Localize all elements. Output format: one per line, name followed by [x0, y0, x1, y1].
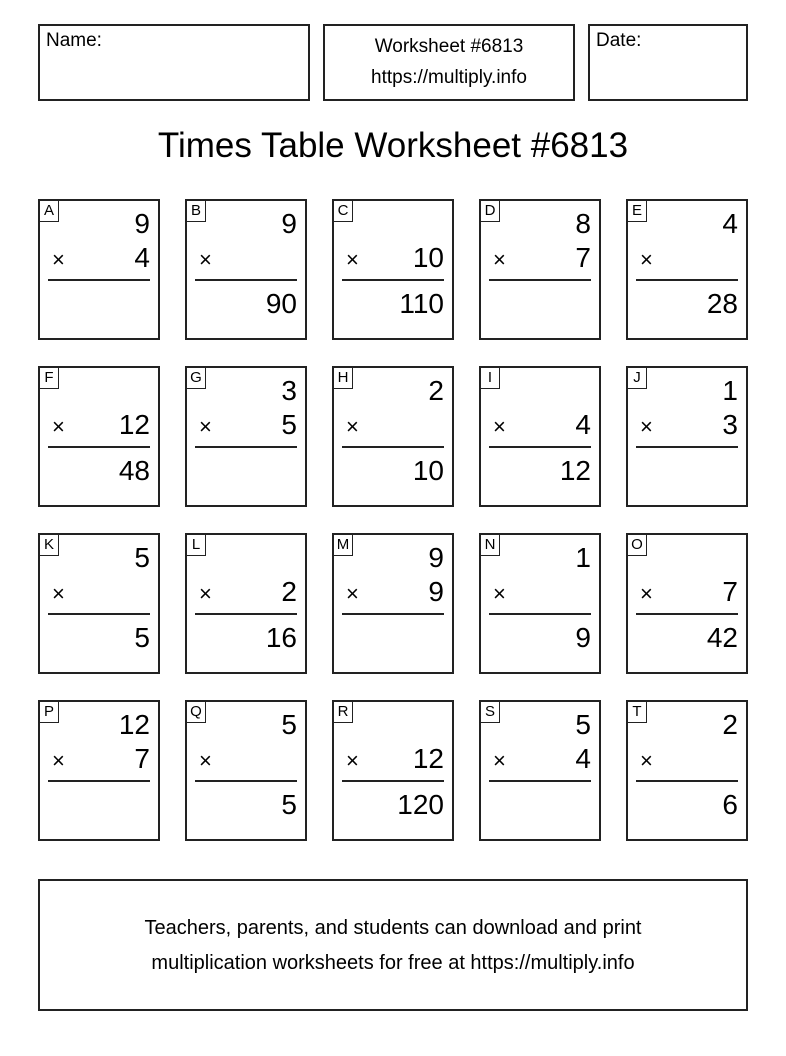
bottom-number: 10 [412, 242, 444, 273]
date-field[interactable] [588, 24, 748, 101]
times-symbol: × [52, 247, 65, 272]
top-number: 9 [428, 542, 444, 573]
answer[interactable]: 48 [118, 455, 150, 486]
times-symbol: × [346, 748, 359, 773]
top-number: 2 [722, 709, 738, 740]
times-symbol: × [640, 581, 653, 606]
bottom-number: 2 [281, 576, 297, 607]
top-number: 9 [134, 208, 150, 239]
times-symbol: × [493, 247, 506, 272]
answer[interactable]: 90 [265, 288, 297, 319]
answer-line [48, 446, 150, 448]
top-number: 3 [281, 375, 297, 406]
top-number: 1 [575, 542, 591, 573]
answer-line [489, 613, 591, 615]
answer[interactable]: 28 [706, 288, 738, 319]
problem-box[interactable] [479, 199, 601, 340]
worksheet-number: Worksheet #6813 [374, 36, 524, 57]
footer-line-1: Teachers, parents, and students can download and print [144, 917, 642, 939]
answer[interactable]: 42 [706, 622, 738, 653]
answer-line [195, 279, 297, 281]
bottom-number: 7 [134, 743, 150, 774]
problem-box[interactable] [38, 366, 160, 507]
footer-box [38, 879, 748, 1011]
bottom-number: 5 [281, 409, 297, 440]
answer-line [342, 279, 444, 281]
problem-letter: T [628, 702, 647, 723]
problem-box[interactable] [332, 700, 454, 841]
problem-box[interactable] [332, 533, 454, 674]
problem-box[interactable] [332, 366, 454, 507]
bottom-number: 4 [134, 242, 150, 273]
problem-box[interactable] [626, 533, 748, 674]
answer-line [195, 780, 297, 782]
problem-letter: K [40, 535, 59, 556]
times-symbol: × [199, 748, 212, 773]
answer-line [636, 780, 738, 782]
times-symbol: × [640, 748, 653, 773]
answer[interactable]: 5 [134, 622, 150, 653]
problem-box[interactable] [332, 199, 454, 340]
times-symbol: × [346, 581, 359, 606]
answer[interactable]: 110 [399, 288, 444, 319]
times-symbol: × [52, 581, 65, 606]
worksheet-url: https://multiply.info [371, 67, 527, 88]
times-symbol: × [493, 414, 506, 439]
times-symbol: × [52, 748, 65, 773]
problem-letter: A [40, 201, 59, 222]
times-symbol: × [199, 414, 212, 439]
bottom-number: 3 [722, 409, 738, 440]
problem-box[interactable] [185, 366, 307, 507]
problem-box[interactable] [185, 199, 307, 340]
times-symbol: × [493, 581, 506, 606]
top-number: 4 [722, 208, 738, 239]
name-field[interactable] [38, 24, 310, 101]
top-number: 5 [575, 709, 591, 740]
problem-box[interactable] [626, 700, 748, 841]
times-symbol: × [346, 414, 359, 439]
times-symbol: × [346, 247, 359, 272]
times-symbol: × [640, 247, 653, 272]
times-symbol: × [640, 414, 653, 439]
bottom-number: 4 [575, 743, 591, 774]
times-symbol: × [52, 414, 65, 439]
times-symbol: × [199, 247, 212, 272]
answer-line [489, 446, 591, 448]
top-number: 2 [428, 375, 444, 406]
problem-box[interactable] [479, 533, 601, 674]
problem-letter: C [334, 201, 353, 222]
problem-letter: G [187, 368, 206, 389]
answer-line [342, 613, 444, 615]
answer-line [342, 446, 444, 448]
problem-box[interactable] [626, 199, 748, 340]
top-number: 12 [118, 709, 150, 740]
problem-letter: R [334, 702, 353, 723]
times-symbol: × [199, 581, 212, 606]
top-number: 8 [575, 208, 591, 239]
problem-letter: O [628, 535, 647, 556]
problem-letter: D [481, 201, 500, 222]
answer-line [636, 613, 738, 615]
problem-letter: E [628, 201, 647, 222]
bottom-number: 12 [412, 743, 444, 774]
answer[interactable]: 9 [575, 622, 591, 653]
answer-line [48, 279, 150, 281]
problem-letter: H [334, 368, 353, 389]
answer-line [636, 279, 738, 281]
answer-line [636, 446, 738, 448]
problem-letter: B [187, 201, 206, 222]
top-number: 5 [281, 709, 297, 740]
answer[interactable]: 120 [397, 789, 444, 820]
problem-box[interactable] [38, 700, 160, 841]
problem-box[interactable] [479, 366, 601, 507]
problem-box[interactable] [185, 700, 307, 841]
problem-box[interactable] [38, 199, 160, 340]
problem-letter: Q [187, 702, 206, 723]
answer[interactable]: 16 [265, 622, 297, 653]
problem-letter: I [481, 368, 500, 389]
answer[interactable]: 10 [412, 455, 444, 486]
problem-box[interactable] [185, 533, 307, 674]
problem-letter: J [628, 368, 647, 389]
answer-line [489, 780, 591, 782]
answer[interactable]: 5 [281, 789, 297, 820]
date-label: Date: [596, 30, 642, 51]
answer-line [195, 613, 297, 615]
top-number: 5 [134, 542, 150, 573]
top-number: 9 [281, 208, 297, 239]
name-label: Name: [46, 30, 102, 51]
bottom-number: 7 [722, 576, 738, 607]
bottom-number: 9 [428, 576, 444, 607]
answer-line [48, 780, 150, 782]
problem-box[interactable] [479, 700, 601, 841]
answer-line [195, 446, 297, 448]
problem-letter: P [40, 702, 59, 723]
top-number: 1 [722, 375, 738, 406]
problem-letter: N [481, 535, 500, 556]
bottom-number: 7 [575, 242, 591, 273]
worksheet-info-box [323, 24, 575, 101]
page-title: Times Table Worksheet #6813 [157, 126, 629, 165]
times-symbol: × [493, 748, 506, 773]
bottom-number: 4 [575, 409, 591, 440]
answer-line [48, 613, 150, 615]
problem-box[interactable] [38, 533, 160, 674]
answer[interactable]: 12 [559, 455, 591, 486]
problem-letter: L [187, 535, 206, 556]
bottom-number: 12 [118, 409, 150, 440]
problem-letter: F [40, 368, 59, 389]
problem-box[interactable] [626, 366, 748, 507]
problem-letter: S [481, 702, 500, 723]
answer[interactable]: 6 [722, 789, 738, 820]
footer-line-2: multiplication worksheets for free at https://multiply.info [151, 952, 635, 974]
answer-line [342, 780, 444, 782]
answer-line [489, 279, 591, 281]
problem-letter: M [334, 535, 353, 556]
